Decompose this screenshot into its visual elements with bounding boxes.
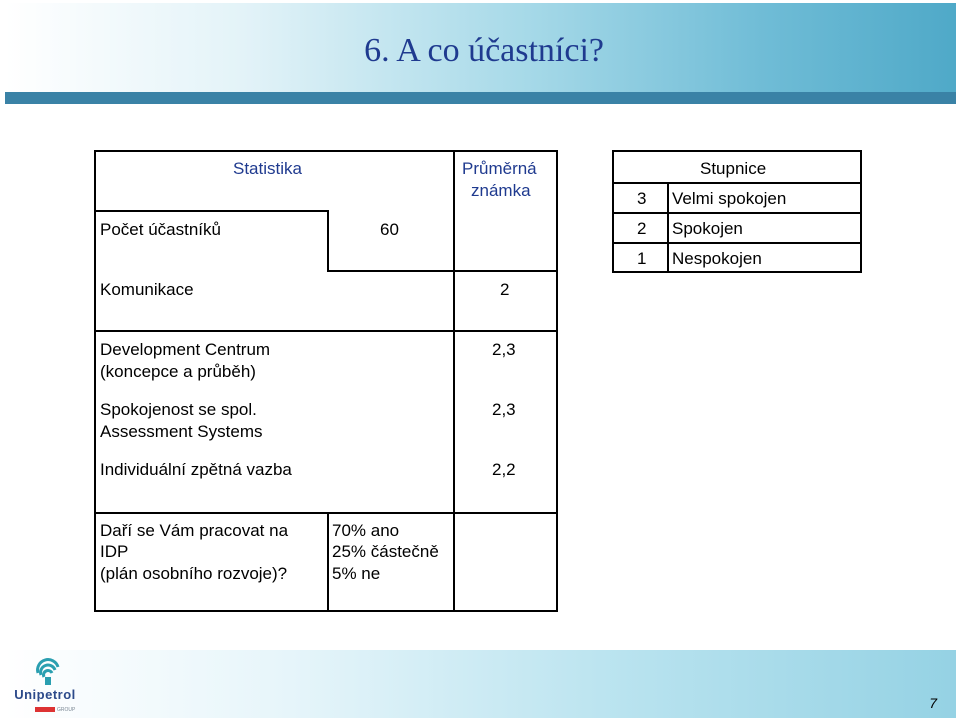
- header-statistika: Statistika: [233, 159, 302, 178]
- legend-divider: [667, 182, 669, 273]
- header-divider: [5, 92, 956, 104]
- header-grade-line1: Průměrná: [462, 159, 537, 178]
- row-label: Individuální zpětná vazba: [100, 460, 292, 479]
- legend-divider: [614, 242, 860, 244]
- row-label-line: (plán osobního rozvoje)?: [100, 564, 288, 583]
- row-label-line: Spokojenost se spol.: [100, 400, 257, 419]
- unipetrol-logo: [8, 655, 82, 715]
- legend-label: Spokojen: [672, 219, 743, 238]
- row-label-line: Daří se Vám pracovat na: [100, 521, 289, 540]
- row-label: Počet účastníků: [100, 220, 221, 239]
- row-label-line: (koncepce a průběh): [100, 362, 256, 381]
- logo-name: Unipetrol: [14, 687, 76, 702]
- table-divider: [96, 512, 558, 514]
- row-label-line: Development Centrum: [100, 340, 271, 359]
- logo-subtext: [35, 707, 75, 713]
- legend-score: 2: [637, 219, 647, 238]
- row-grade: 2,3: [492, 340, 516, 359]
- logo-red-bar: [35, 707, 55, 712]
- table-divider: [96, 330, 558, 332]
- scale-legend: [612, 150, 862, 273]
- row-value-line: 70% ano: [332, 521, 400, 540]
- legend-label: Nespokojen: [672, 249, 762, 268]
- legend-divider: [614, 182, 860, 184]
- table-divider: [96, 210, 329, 212]
- legend-score: 1: [637, 249, 647, 268]
- row-label-line: Assessment Systems: [100, 422, 263, 441]
- legend-label: Velmi spokojen: [672, 189, 787, 208]
- table-divider: [453, 152, 455, 612]
- page-title: 6. A co účastníci?: [364, 32, 604, 69]
- row-grade: 2,3: [492, 400, 516, 419]
- statistics-table: [94, 150, 558, 612]
- page-number: 7: [929, 695, 937, 711]
- unipetrol-logo-icon: [32, 657, 64, 687]
- header-grade-line2: známka: [471, 181, 531, 200]
- row-value: 60: [380, 220, 399, 239]
- row-grade: 2,2: [492, 460, 516, 479]
- table-divider: [327, 512, 329, 612]
- row-value-line: 25% částečně: [332, 542, 439, 561]
- table-divider: [327, 270, 558, 272]
- row-value-line: 5% ne: [332, 564, 381, 583]
- legend-title: Stupnice: [700, 159, 767, 178]
- footer-banner: [5, 650, 956, 718]
- logo-sub-label: GROUP: [57, 707, 76, 713]
- legend-divider: [614, 212, 860, 214]
- legend-score: 3: [637, 189, 647, 208]
- table-divider: [327, 210, 329, 272]
- row-label-line: IDP: [100, 542, 129, 561]
- row-label: Komunikace: [100, 280, 194, 299]
- row-grade: 2: [500, 280, 510, 299]
